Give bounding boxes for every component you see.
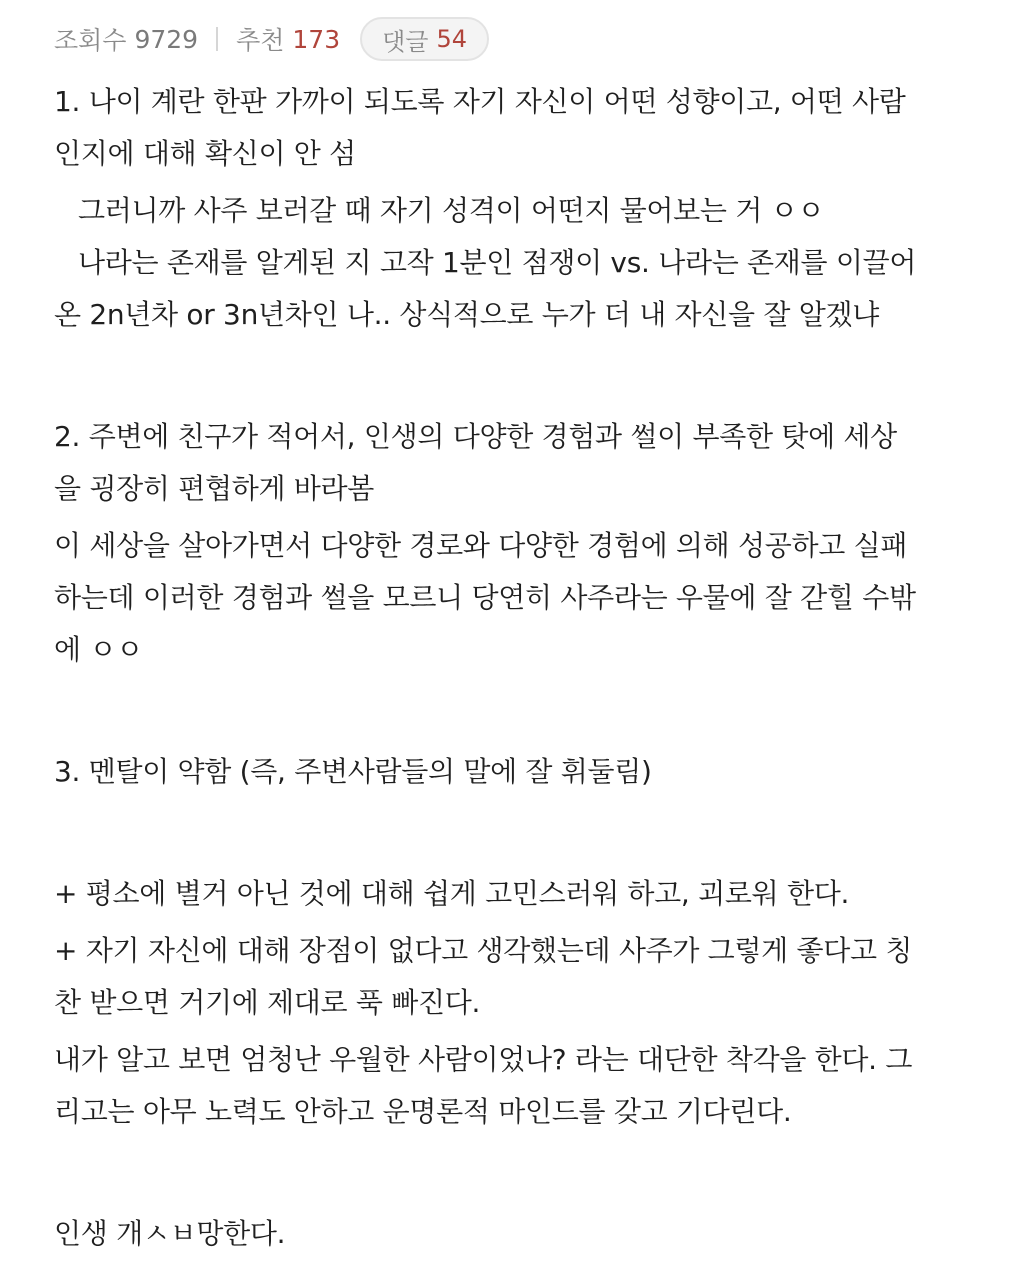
likes-count: 173 <box>292 24 341 54</box>
post-line: 1. 나이 계란 한판 가까이 되도록 자기 자신이 어떤 성향이고, 어떤 사람 <box>54 85 906 118</box>
post-line: 그러니까 사주 보러갈 때 자기 성격이 어떤지 물어보는 거 ㅇㅇ <box>78 194 825 227</box>
post-line: 인지에 대해 확신이 안 섬 <box>54 137 356 170</box>
paragraph-spacer <box>54 676 984 746</box>
comments-count: 54 <box>436 25 468 53</box>
post-line: 2. 주변에 친구가 적어서, 인생의 다양한 경험과 썰이 부족한 탓에 세상 <box>54 420 897 453</box>
stats-divider <box>216 27 218 51</box>
post-line: 인생 개ㅅㅂ망한다. <box>54 1217 286 1250</box>
post-line: 이 세상을 살아가면서 다양한 경로와 다양한 경험에 의해 성공하고 실패 <box>54 529 908 562</box>
paragraph-spacer <box>54 798 984 868</box>
post-line: 리고는 아무 노력도 안하고 운명론적 마인드를 갖고 기다린다. <box>54 1095 792 1128</box>
views-label: 조회수 <box>54 26 127 55</box>
post-line: 에 ㅇㅇ <box>54 633 143 666</box>
post-line: 을 굉장히 편협하게 바라봄 <box>54 472 375 505</box>
likes-label: 추천 <box>236 26 285 55</box>
post-body <box>54 76 984 1260</box>
views-count: 9729 <box>134 24 199 54</box>
post-line: 하는데 이러한 경험과 썰을 모르니 당연히 사주라는 우물에 잘 갇힐 수밖 <box>54 581 916 614</box>
comments-button[interactable] <box>360 17 489 61</box>
post-line: + 자기 자신에 대해 장점이 없다고 생각했는데 사주가 그렇게 좋다고 칭 <box>54 934 913 967</box>
post-line: 3. 멘탈이 약함 (즉, 주변사람들의 말에 잘 휘둘림) <box>54 755 652 788</box>
post-stats-bar <box>54 18 489 60</box>
post-line: 찬 받으면 거기에 제대로 푹 빠진다. <box>54 986 481 1019</box>
post-line: 나라는 존재를 알게된 지 고작 1분인 점쟁이 vs. 나라는 존재를 이끌어 <box>78 246 917 279</box>
post-line: 온 2n년차 or 3n년차인 나.. 상식적으로 누가 더 내 자신을 잘 알겠냐 <box>54 298 879 331</box>
comments-label: 댓글 <box>382 27 429 56</box>
paragraph-spacer <box>54 341 984 411</box>
post-line: + 평소에 별거 아닌 것에 대해 쉽게 고민스러워 하고, 괴로워 한다. <box>54 877 850 910</box>
post-line: 내가 알고 보면 엄청난 우월한 사람이었나? 라는 대단한 착각을 한다. 그 <box>54 1043 913 1076</box>
paragraph-spacer <box>54 1138 984 1208</box>
